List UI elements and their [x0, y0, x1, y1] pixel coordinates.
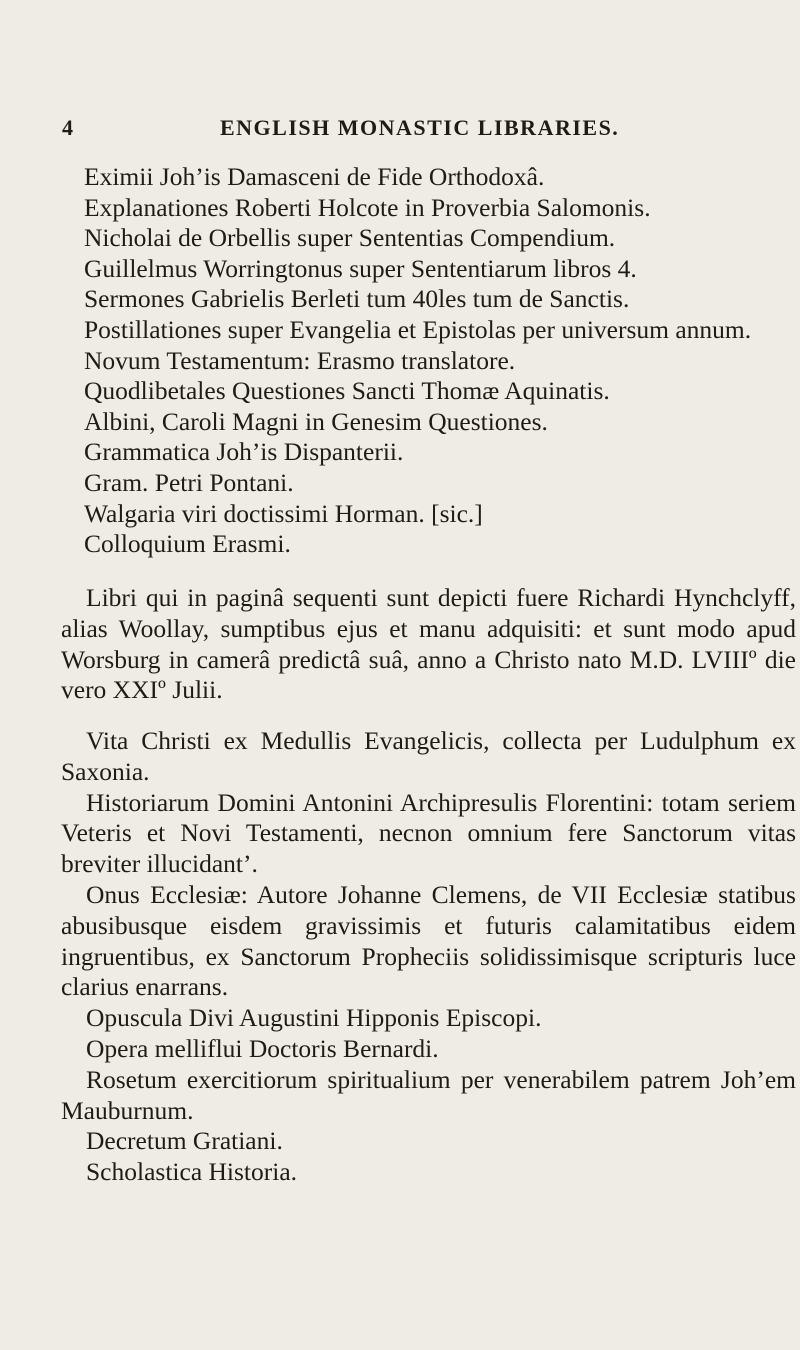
- list-item: Vita Christi ex Medullis Evangelicis, collecta per Ludulphum ex Saxonia.: [61, 726, 796, 786]
- list-item: Gram. Petri Pontani.: [84, 467, 294, 497]
- list-item: Colloquium Erasmi.: [84, 529, 291, 559]
- list-item: Sermones Gabrielis Berleti tum 40les tum de Sanctis.: [84, 284, 630, 314]
- list-item: Guillelmus Worringtonus super Sententiarum libros 4.: [84, 253, 637, 283]
- list-item: Onus Ecclesiæ: Autore Johanne Clemens, de VII Ecclesiæ statibus abusibusque eisdem gravissimis et futuris calamitatibus eidem ingruentibus, ex Sanctorum Propheciis solidissimisque scripturis luce clarius enarrans.: [61, 879, 796, 1002]
- list-item: Opera melliflui Doctoris Bernardi.: [86, 1033, 439, 1063]
- provenance-note: Libri qui in paginâ sequenti sunt depicti fuere Richardi Hynchclyff, alias Woollay, sumptibus ejus et manu adquisiti: et sunt modo apud Worsburg in camerâ predictâ suâ, anno a Christo nato M.D. LVIIIº die vero XXIº Julii.: [61, 583, 796, 705]
- book-list-one: [84, 162, 784, 560]
- running-title: ENGLISH MONASTIC LIBRARIES.: [220, 115, 620, 140]
- list-item: Rosetum exercitiorum spiritualium per venerabilem patrem Joh’em Mauburnum.: [61, 1064, 796, 1125]
- list-item: Decretum Gratiani.: [86, 1126, 283, 1156]
- list-item: Walgaria viri doctissimi Horman. [sic.]: [84, 498, 483, 528]
- list-item: Albini, Caroli Magni in Genesim Questiones.: [84, 406, 548, 436]
- list-item: Quodlibetales Questiones Sancti Thomæ Aquinatis.: [84, 376, 610, 406]
- list-item: Eximii Joh’is Damasceni de Fide Orthodoxâ.: [84, 162, 545, 191]
- list-item: Novum Testamentum: Erasmo translatore.: [84, 345, 516, 375]
- list-item: Grammatica Joh’is Dispanterii.: [84, 437, 404, 467]
- list-item: Nicholai de Orbellis super Sententias Compendium.: [84, 223, 616, 253]
- list-item: Scholastica Historia.: [86, 1157, 298, 1187]
- page-number: 4: [62, 115, 75, 140]
- list-item: Opuscula Divi Augustini Hipponis Episcopi.: [86, 1003, 542, 1033]
- list-item: Historiarum Domini Antonini Archipresulis Florentini: totam seriem Veteris et Novi Testamenti, necnon omnium fere Sanctorum vitas breviter illucidant’.: [61, 787, 796, 879]
- book-list-two: [61, 726, 796, 1188]
- list-item: Postillationes super Evangelia et Epistolas per universum annum.: [84, 314, 752, 344]
- list-item: Explanationes Roberti Holcote in Proverbia Salomonis.: [84, 192, 651, 222]
